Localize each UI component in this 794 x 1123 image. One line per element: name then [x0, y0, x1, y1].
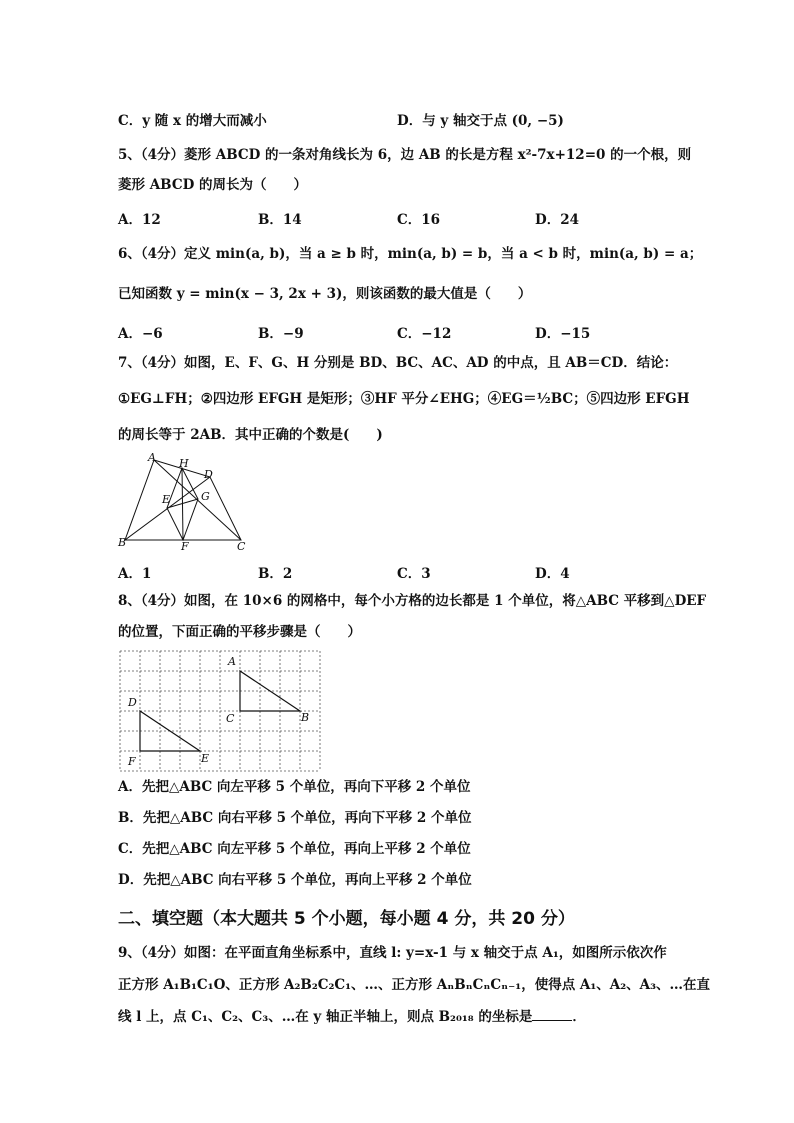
q8-label-d: D — [128, 696, 137, 709]
q6-option-b: B．−9 — [258, 326, 304, 342]
q6-stem-line1: 6、（4分）定义 min(a, b)，当 a ≥ b 时，min(a, b) = b，当 a < b 时，min(a, b) = a； — [118, 246, 703, 262]
q7-stem-line2: ①EG⊥FH；②四边形 EFGH 是矩形；③HF 平分∠EHG；④EG＝½BC；⑤四边形 EFGH — [118, 391, 690, 407]
q8-option-b: B．先把△ABC 向右平移 5 个单位，再向下平移 2 个单位 — [118, 810, 472, 826]
q7-option-c: C．3 — [397, 566, 431, 582]
q8-label-c: C — [226, 712, 235, 725]
q8-option-a: A．先把△ABC 向左平移 5 个单位，再向下平移 2 个单位 — [118, 779, 471, 795]
q5-option-b: B．14 — [258, 212, 302, 228]
q6-option-c: C．−12 — [397, 326, 452, 342]
q7-label-e: E — [162, 493, 171, 506]
q5-option-d: D．24 — [535, 212, 579, 228]
q8-grid-figure — [118, 648, 322, 772]
q8-label-a: A — [228, 655, 236, 668]
q4-option-d: D．与 y 轴交于点 (0, −5) — [397, 113, 564, 129]
q5-stem-line2: 菱形 ABCD 的周长为（ ） — [118, 177, 307, 193]
q7-option-a: A．1 — [118, 566, 152, 582]
q5-stem-line1: 5、（4分）菱形 ABCD 的一条对角线长为 6，边 AB 的长是方程 x²-7x+12=0 的一个根，则 — [118, 147, 692, 163]
q8-stem-line1: 8、（4分）如图，在 10×6 的网格中，每个小方格的边长都是 1 个单位，将△ABC 平移到△DEF — [118, 593, 707, 609]
q7-quadrilateral-figure — [115, 450, 255, 555]
q7-label-b: B — [118, 536, 127, 549]
q9-line3-text: 线 l 上，点 C₁、C₂、C₃、…在 y 轴正半轴上，则点 B₂₀₁₈ 的坐标是 — [118, 1009, 533, 1025]
q8-label-b: B — [301, 711, 310, 724]
q9-stem-line2: 正方形 A₁B₁C₁O、正方形 A₂B₂C₂C₁、…、正方形 AₙBₙCₙCₙ₋₁，使得点 A₁、A₂、A₃、…在直 — [118, 977, 711, 993]
q5-option-c: C．16 — [397, 212, 441, 228]
section-fill-in-title: 二、填空题（本大题共 5 个小题，每小题 4 分，共 20 分） — [118, 909, 575, 929]
q9-stem-line1: 9、（4分）如图：在平面直角坐标系中，直线 l: y=x-1 与 x 轴交于点 A₁，如图所示依次作 — [118, 945, 667, 961]
q8-label-f: F — [128, 755, 136, 768]
q7-option-d: D．4 — [535, 566, 570, 582]
q6-stem-line2: 已知函数 y = min(x − 3, 2x + 3)，则该函数的最大值是（ ） — [118, 286, 532, 302]
q7-label-h: H — [179, 457, 189, 470]
q9-line3-end: ． — [572, 1009, 586, 1025]
q7-label-f: F — [181, 540, 189, 553]
q7-stem-line1: 7、（4分）如图，E、F、G、H 分别是 BD、BC、AC、AD 的中点，且 AB＝CD．结论： — [118, 355, 678, 371]
q7-label-c: C — [237, 540, 246, 553]
q7-label-g: G — [201, 490, 210, 503]
q6-option-a: A．−6 — [118, 326, 163, 342]
q8-label-e: E — [201, 752, 210, 765]
q5-option-a: A．12 — [118, 212, 161, 228]
q9-answer-blank — [532, 1008, 572, 1021]
q8-option-c: C．先把△ABC 向左平移 5 个单位，再向上平移 2 个单位 — [118, 841, 471, 857]
q8-option-d: D．先把△ABC 向右平移 5 个单位，再向上平移 2 个单位 — [118, 872, 472, 888]
q4-option-c: C．y 随 x 的增大而减小 — [118, 113, 267, 129]
q9-stem-line3 — [118, 1008, 586, 1026]
q7-option-b: B．2 — [258, 566, 293, 582]
q6-option-d: D．−15 — [535, 326, 591, 342]
q7-label-a: A — [148, 451, 156, 464]
q8-stem-line2: 的位置，下面正确的平移步骤是（ ） — [118, 624, 361, 640]
q7-stem-line3: 的周长等于 2AB．其中正确的个数是( ) — [118, 427, 383, 443]
q7-label-d: D — [204, 468, 213, 481]
